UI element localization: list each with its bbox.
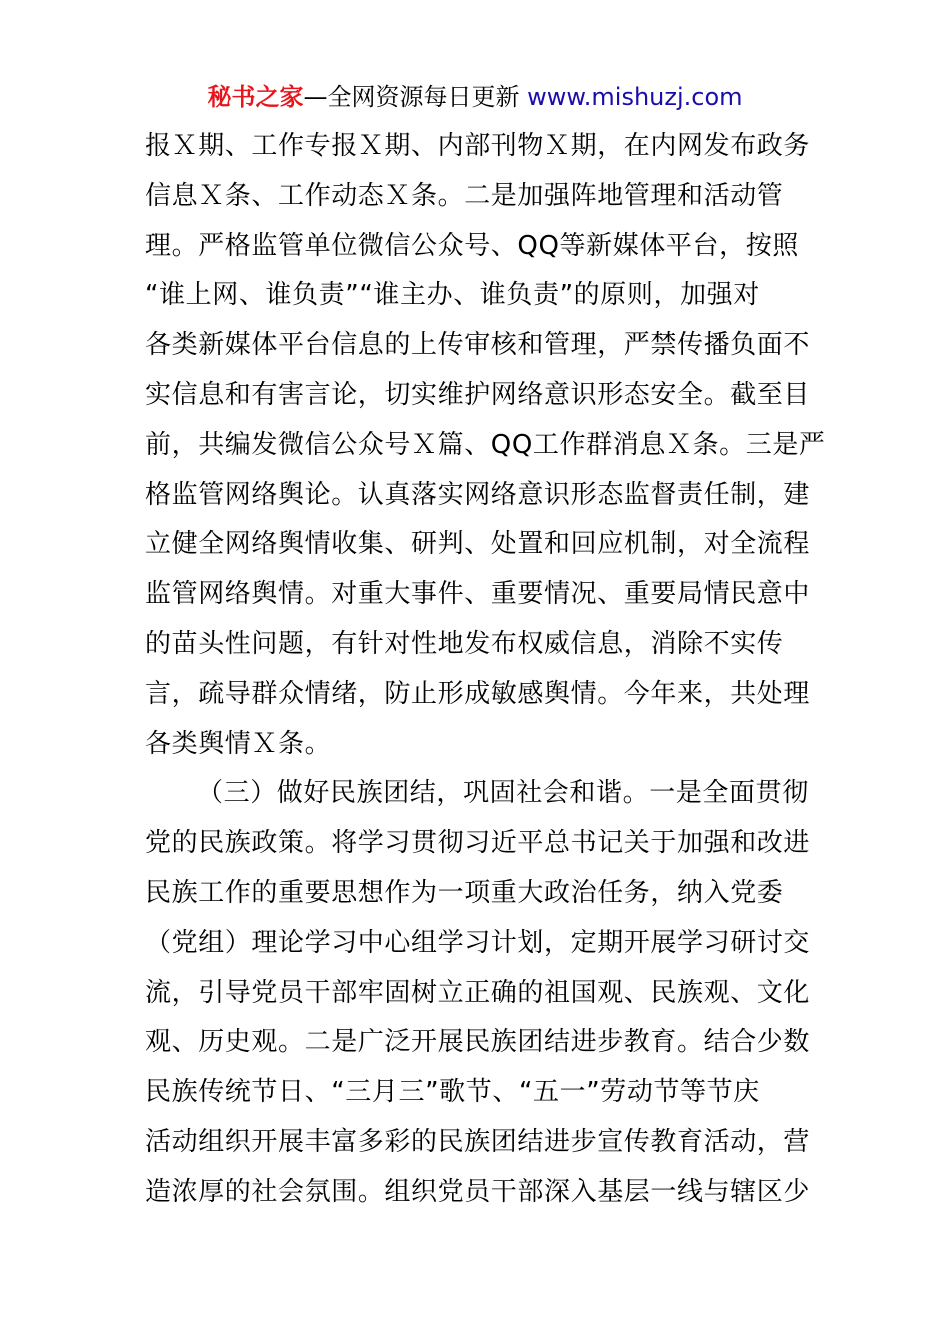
text-line: （党组）理论学习中心组学习计划，定期开展学习研讨交 xyxy=(145,927,811,958)
text-line: 前，共编发微信公众号Ｘ篇、QQ工作群消息Ｘ条。三是严 xyxy=(145,429,826,460)
text-line: 造浓厚的社会氛围。组织党员干部深入基层一线与辖区少 xyxy=(145,1176,811,1207)
text-line: 理。严格监管单位微信公众号、QQ等新媒体平台，按照 xyxy=(145,230,799,261)
text-line: 民族工作的重要思想作为一项重大政治任务，纳入党委 xyxy=(145,877,784,908)
text-line: 各类舆情Ｘ条。 xyxy=(145,728,332,759)
text-line: 党的民族政策。将学习贯彻习近平总书记关于加强和改进 xyxy=(145,828,811,859)
site-url-link[interactable]: www.mishuzj.com xyxy=(527,83,743,111)
header-tagline: —全网资源每日更新 xyxy=(303,83,520,111)
text-line: 言，疏导群众情绪，防止形成敏感舆情。今年来，共处理 xyxy=(145,678,811,709)
text-line: 监管网络舆情。对重大事件、重要情况、重要局情民意中 xyxy=(145,579,811,610)
text-line: 格监管网络舆论。认真落实网络意识形态监督责任制，建 xyxy=(145,479,811,510)
text-line: 观、历史观。二是广泛开展民族团结进步教育。结合少数 xyxy=(145,1027,811,1058)
section-heading-line: （三）做好民族团结，巩固社会和谐。一是全面贯彻 xyxy=(197,778,809,809)
page-header xyxy=(0,80,950,114)
text-line: 立健全网络舆情收集、研判、处置和回应机制，对全流程 xyxy=(145,529,811,560)
text-line: 各类新媒体平台信息的上传审核和管理，严禁传播负面不 xyxy=(145,330,811,361)
document-body xyxy=(145,122,826,1218)
text-line: 的苗头性问题，有针对性地发布权威信息，消除不实传 xyxy=(145,628,784,659)
text-line: 民族传统节日、“三月三”歌节、“五一”劳动节等节庆 xyxy=(145,1077,760,1108)
text-line: 实信息和有害言论，切实维护网络意识形态安全。截至目 xyxy=(145,379,811,410)
text-line: 信息Ｘ条、工作动态Ｘ条。二是加强阵地管理和活动管 xyxy=(145,180,784,211)
text-line: “谁上网、谁负责”“谁主办、谁负责”的原则，加强对 xyxy=(145,280,760,311)
brand-name: 秘书之家 xyxy=(207,83,304,111)
text-line: 流，引导党员干部牢固树立正确的祖国观、民族观、文化 xyxy=(145,977,811,1008)
text-line: 活动组织开展丰富多彩的民族团结进步宣传教育活动，营 xyxy=(145,1126,811,1157)
text-line: 报Ｘ期、工作专报Ｘ期、内部刊物Ｘ期，在内网发布政务 xyxy=(145,131,811,161)
